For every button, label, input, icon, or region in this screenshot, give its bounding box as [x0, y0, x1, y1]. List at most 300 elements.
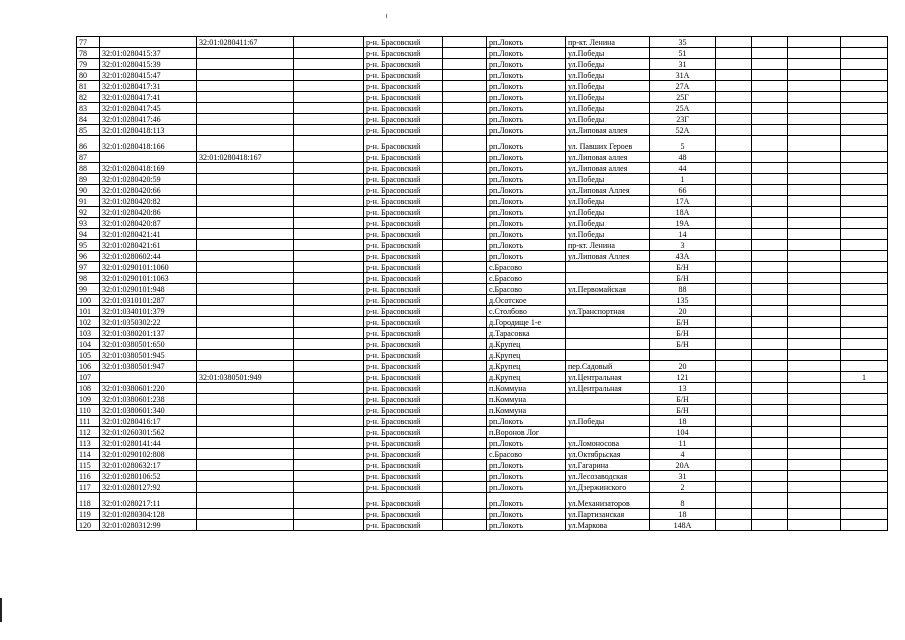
cadastral-number: 32:01:0280420:87	[100, 218, 197, 229]
house-number-cell: 18	[650, 416, 716, 427]
row-number: 118	[77, 493, 100, 509]
empty-cell	[716, 81, 752, 92]
locality-cell: д.Крупец	[487, 361, 566, 372]
parent-cadastral-number	[197, 394, 294, 405]
parent-cadastral-number	[197, 59, 294, 70]
empty-cell	[443, 383, 487, 394]
district-cell: р-н. Брасовский	[364, 185, 443, 196]
empty-cell	[294, 405, 364, 416]
mark-cell: 1	[841, 372, 888, 383]
empty-cell	[752, 262, 788, 273]
street-cell	[566, 328, 650, 339]
empty-cell	[752, 70, 788, 81]
mark-cell	[841, 185, 888, 196]
district-cell: р-н. Брасовский	[364, 460, 443, 471]
empty-cell	[443, 361, 487, 372]
district-cell: р-н. Брасовский	[364, 284, 443, 295]
locality-cell: рп.Локоть	[487, 48, 566, 59]
row-number: 80	[77, 70, 100, 81]
empty-cell	[443, 59, 487, 70]
mark-cell	[841, 125, 888, 136]
district-cell: р-н. Брасовский	[364, 240, 443, 251]
empty-cell	[752, 306, 788, 317]
empty-cell	[752, 427, 788, 438]
cadastral-number: 32:01:0290101:1063	[100, 273, 197, 284]
empty-cell	[443, 136, 487, 152]
parent-cadastral-number	[197, 482, 294, 493]
district-cell: р-н. Брасовский	[364, 383, 443, 394]
cadastral-number: 32:01:0280217:11	[100, 493, 197, 509]
parent-cadastral-number	[197, 218, 294, 229]
row-number: 79	[77, 59, 100, 70]
empty-cell	[716, 383, 752, 394]
mark-cell	[841, 493, 888, 509]
district-cell: р-н. Брасовский	[364, 163, 443, 174]
empty-cell	[752, 103, 788, 114]
house-number-cell: 18	[650, 509, 716, 520]
district-cell: р-н. Брасовский	[364, 482, 443, 493]
cadastral-number: 32:01:0280417:31	[100, 81, 197, 92]
district-cell: р-н. Брасовский	[364, 196, 443, 207]
mark-cell	[841, 460, 888, 471]
locality-cell: рп.Локоть	[487, 174, 566, 185]
parent-cadastral-number	[197, 306, 294, 317]
cadastral-number: 32:01:0280632:17	[100, 460, 197, 471]
empty-cell	[752, 185, 788, 196]
cadastral-number: 32:01:0280418:166	[100, 136, 197, 152]
empty-cell	[752, 295, 788, 306]
locality-cell: с.Брасово	[487, 449, 566, 460]
empty-cell	[294, 70, 364, 81]
house-number-cell: 23Г	[650, 114, 716, 125]
table-row	[77, 251, 888, 262]
district-cell: р-н. Брасовский	[364, 125, 443, 136]
house-number-cell: Б/Н	[650, 328, 716, 339]
mark-cell	[841, 229, 888, 240]
empty-cell	[443, 328, 487, 339]
table-row	[77, 196, 888, 207]
parent-cadastral-number	[197, 317, 294, 328]
district-cell: р-н. Брасовский	[364, 493, 443, 509]
parent-cadastral-number	[197, 240, 294, 251]
cadastral-number: 32:01:0280418:113	[100, 125, 197, 136]
locality-cell: рп.Локоть	[487, 125, 566, 136]
mark-cell	[841, 339, 888, 350]
empty-cell	[294, 152, 364, 163]
parent-cadastral-number	[197, 251, 294, 262]
empty-cell	[294, 361, 364, 372]
empty-cell	[788, 125, 841, 136]
row-number: 98	[77, 273, 100, 284]
mark-cell	[841, 218, 888, 229]
district-cell: р-н. Брасовский	[364, 262, 443, 273]
empty-cell	[294, 383, 364, 394]
empty-cell	[788, 103, 841, 114]
table-row	[77, 361, 888, 372]
empty-cell	[716, 125, 752, 136]
table-row	[77, 405, 888, 416]
parent-cadastral-number	[197, 125, 294, 136]
row-number: 104	[77, 339, 100, 350]
empty-cell	[752, 174, 788, 185]
table-row	[77, 509, 888, 520]
empty-cell	[788, 136, 841, 152]
cadastral-number: 32:01:0380501:650	[100, 339, 197, 350]
table-row	[77, 185, 888, 196]
empty-cell	[752, 405, 788, 416]
empty-cell	[752, 350, 788, 361]
district-cell: р-н. Брасовский	[364, 48, 443, 59]
empty-cell	[788, 520, 841, 531]
row-number: 96	[77, 251, 100, 262]
locality-cell: с.Брасово	[487, 262, 566, 273]
house-number-cell: 14	[650, 229, 716, 240]
mark-cell	[841, 520, 888, 531]
district-cell: р-н. Брасовский	[364, 273, 443, 284]
row-number: 99	[77, 284, 100, 295]
empty-cell	[294, 460, 364, 471]
cadastral-number: 32:01:0280106:52	[100, 471, 197, 482]
locality-cell: д.Городище 1-е	[487, 317, 566, 328]
district-cell: р-н. Брасовский	[364, 509, 443, 520]
mark-cell	[841, 427, 888, 438]
street-cell: ул.Лесозаводская	[566, 471, 650, 482]
parent-cadastral-number	[197, 471, 294, 482]
mark-cell	[841, 317, 888, 328]
empty-cell	[752, 460, 788, 471]
cadastral-number: 32:01:0380601:220	[100, 383, 197, 394]
table-row	[77, 449, 888, 460]
empty-cell	[443, 350, 487, 361]
locality-cell: рп.Локоть	[487, 218, 566, 229]
table-row	[77, 37, 888, 48]
cadastral-number: 32:01:0380501:947	[100, 361, 197, 372]
district-cell: р-н. Брасовский	[364, 427, 443, 438]
empty-cell	[752, 520, 788, 531]
district-cell: р-н. Брасовский	[364, 471, 443, 482]
district-cell: р-н. Брасовский	[364, 449, 443, 460]
empty-cell	[443, 81, 487, 92]
house-number-cell: 2	[650, 482, 716, 493]
empty-cell	[443, 92, 487, 103]
empty-cell	[716, 493, 752, 509]
street-cell: ул.Победы	[566, 81, 650, 92]
table-row	[77, 394, 888, 405]
row-number: 90	[77, 185, 100, 196]
empty-cell	[443, 405, 487, 416]
mark-cell	[841, 416, 888, 427]
empty-cell	[443, 273, 487, 284]
mark-cell	[841, 37, 888, 48]
street-cell: ул.Липовая аллея	[566, 152, 650, 163]
empty-cell	[443, 520, 487, 531]
empty-cell	[294, 163, 364, 174]
house-number-cell: 20	[650, 306, 716, 317]
street-cell: ул.Маркова	[566, 520, 650, 531]
empty-cell	[716, 449, 752, 460]
empty-cell	[788, 196, 841, 207]
table-row	[77, 174, 888, 185]
street-cell: ул.Победы	[566, 174, 650, 185]
empty-cell	[716, 218, 752, 229]
empty-cell	[294, 520, 364, 531]
parent-cadastral-number	[197, 295, 294, 306]
empty-cell	[716, 394, 752, 405]
mark-cell	[841, 251, 888, 262]
empty-cell	[443, 125, 487, 136]
locality-cell: рп.Локоть	[487, 251, 566, 262]
mark-cell	[841, 328, 888, 339]
empty-cell	[716, 185, 752, 196]
house-number-cell	[650, 350, 716, 361]
empty-cell	[716, 427, 752, 438]
empty-cell	[788, 251, 841, 262]
parent-cadastral-number	[197, 350, 294, 361]
empty-cell	[294, 438, 364, 449]
row-number: 93	[77, 218, 100, 229]
parent-cadastral-number	[197, 48, 294, 59]
cadastral-number	[100, 152, 197, 163]
house-number-cell: 3	[650, 240, 716, 251]
empty-cell	[716, 471, 752, 482]
empty-cell	[294, 229, 364, 240]
house-number-cell: 1	[650, 174, 716, 185]
cadastral-number: 32:01:0280420:66	[100, 185, 197, 196]
empty-cell	[443, 449, 487, 460]
house-number-cell: 135	[650, 295, 716, 306]
house-number-cell: 121	[650, 372, 716, 383]
district-cell: р-н. Брасовский	[364, 328, 443, 339]
empty-cell	[752, 361, 788, 372]
empty-cell	[788, 37, 841, 48]
table-row	[77, 218, 888, 229]
row-number: 101	[77, 306, 100, 317]
street-cell	[566, 295, 650, 306]
row-number: 77	[77, 37, 100, 48]
empty-cell	[788, 509, 841, 520]
empty-cell	[294, 427, 364, 438]
street-cell: пр-кт. Ленина	[566, 240, 650, 251]
empty-cell	[752, 471, 788, 482]
table-row	[77, 229, 888, 240]
street-cell: ул.Победы	[566, 103, 650, 114]
district-cell: р-н. Брасовский	[364, 70, 443, 81]
empty-cell	[294, 174, 364, 185]
empty-cell	[752, 273, 788, 284]
cadastral-number: 32:01:0280416:17	[100, 416, 197, 427]
mark-cell	[841, 273, 888, 284]
empty-cell	[443, 262, 487, 273]
empty-cell	[788, 328, 841, 339]
empty-cell	[443, 438, 487, 449]
empty-cell	[443, 207, 487, 218]
district-cell: р-н. Брасовский	[364, 394, 443, 405]
empty-cell	[294, 185, 364, 196]
district-cell: р-н. Брасовский	[364, 372, 443, 383]
locality-cell: рп.Локоть	[487, 103, 566, 114]
page-mark	[386, 14, 387, 18]
street-cell: ул.Победы	[566, 70, 650, 81]
empty-cell	[443, 70, 487, 81]
parent-cadastral-number	[197, 493, 294, 509]
empty-cell	[788, 262, 841, 273]
row-number: 109	[77, 394, 100, 405]
empty-cell	[788, 229, 841, 240]
row-number: 95	[77, 240, 100, 251]
empty-cell	[443, 339, 487, 350]
house-number-cell: 88	[650, 284, 716, 295]
locality-cell: п.Коммуна	[487, 405, 566, 416]
table-row	[77, 350, 888, 361]
row-number: 117	[77, 482, 100, 493]
empty-cell	[443, 493, 487, 509]
empty-cell	[752, 509, 788, 520]
district-cell: р-н. Брасовский	[364, 405, 443, 416]
mark-cell	[841, 48, 888, 59]
parent-cadastral-number	[197, 136, 294, 152]
table-row	[77, 328, 888, 339]
parent-cadastral-number	[197, 229, 294, 240]
locality-cell: рп.Локоть	[487, 92, 566, 103]
table-row	[77, 114, 888, 125]
empty-cell	[716, 438, 752, 449]
empty-cell	[716, 251, 752, 262]
house-number-cell: 31	[650, 59, 716, 70]
empty-cell	[752, 152, 788, 163]
empty-cell	[294, 372, 364, 383]
empty-cell	[716, 92, 752, 103]
house-number-cell: 44	[650, 163, 716, 174]
empty-cell	[752, 251, 788, 262]
parent-cadastral-number	[197, 520, 294, 531]
locality-cell: рп.Локоть	[487, 482, 566, 493]
table-row	[77, 125, 888, 136]
row-number: 92	[77, 207, 100, 218]
street-cell: ул.Липовая Аллея	[566, 185, 650, 196]
empty-cell	[294, 81, 364, 92]
street-cell: ул.Октябрьская	[566, 449, 650, 460]
parent-cadastral-number	[197, 383, 294, 394]
cadastral-number: 32:01:0280420:82	[100, 196, 197, 207]
parent-cadastral-number	[197, 81, 294, 92]
empty-cell	[716, 509, 752, 520]
street-cell	[566, 394, 650, 405]
empty-cell	[752, 416, 788, 427]
house-number-cell: 31А	[650, 70, 716, 81]
empty-cell	[443, 251, 487, 262]
locality-cell: рп.Локоть	[487, 416, 566, 427]
locality-cell: с.Брасово	[487, 273, 566, 284]
cadastral-number: 32:01:0280421:41	[100, 229, 197, 240]
empty-cell	[788, 59, 841, 70]
locality-cell: рп.Локоть	[487, 509, 566, 520]
empty-cell	[788, 372, 841, 383]
table-row	[77, 471, 888, 482]
mark-cell	[841, 136, 888, 152]
table-row	[77, 207, 888, 218]
empty-cell	[443, 306, 487, 317]
empty-cell	[716, 240, 752, 251]
row-number: 86	[77, 136, 100, 152]
empty-cell	[294, 350, 364, 361]
street-cell: ул.Гагарина	[566, 460, 650, 471]
street-cell: ул.Дзержинского	[566, 482, 650, 493]
table-row	[77, 48, 888, 59]
table-row	[77, 427, 888, 438]
empty-cell	[716, 328, 752, 339]
street-cell: ул.Ломоносова	[566, 438, 650, 449]
locality-cell: п.Коммуна	[487, 383, 566, 394]
street-cell: ул.Победы	[566, 207, 650, 218]
empty-cell	[443, 48, 487, 59]
empty-cell	[752, 317, 788, 328]
empty-cell	[716, 114, 752, 125]
empty-cell	[294, 449, 364, 460]
empty-cell	[716, 37, 752, 48]
row-number: 111	[77, 416, 100, 427]
empty-cell	[294, 218, 364, 229]
locality-cell: рп.Локоть	[487, 493, 566, 509]
empty-cell	[752, 163, 788, 174]
parent-cadastral-number	[197, 438, 294, 449]
parent-cadastral-number	[197, 163, 294, 174]
parent-cadastral-number	[197, 92, 294, 103]
empty-cell	[752, 125, 788, 136]
empty-cell	[443, 103, 487, 114]
empty-cell	[752, 240, 788, 251]
locality-cell: рп.Локоть	[487, 81, 566, 92]
table-row	[77, 339, 888, 350]
empty-cell	[443, 174, 487, 185]
empty-cell	[443, 163, 487, 174]
table-row	[77, 70, 888, 81]
cadastral-number: 32:01:0380601:238	[100, 394, 197, 405]
empty-cell	[716, 306, 752, 317]
parent-cadastral-number: 32:01:0280411:67	[197, 37, 294, 48]
row-number: 107	[77, 372, 100, 383]
house-number-cell: 43А	[650, 251, 716, 262]
empty-cell	[443, 460, 487, 471]
mark-cell	[841, 350, 888, 361]
district-cell: р-н. Брасовский	[364, 317, 443, 328]
empty-cell	[294, 207, 364, 218]
empty-cell	[294, 394, 364, 405]
street-cell: ул.Победы	[566, 218, 650, 229]
district-cell: р-н. Брасовский	[364, 416, 443, 427]
empty-cell	[716, 482, 752, 493]
empty-cell	[788, 81, 841, 92]
empty-cell	[788, 405, 841, 416]
house-number-cell: 148А	[650, 520, 716, 531]
empty-cell	[294, 136, 364, 152]
empty-cell	[752, 81, 788, 92]
locality-cell: д.Крупец	[487, 339, 566, 350]
table-row	[77, 306, 888, 317]
district-cell: р-н. Брасовский	[364, 114, 443, 125]
registry-body	[77, 37, 888, 531]
street-cell: пер.Садовый	[566, 361, 650, 372]
cadastral-number: 32:01:0380201:137	[100, 328, 197, 339]
locality-cell: рп.Локоть	[487, 152, 566, 163]
table-row	[77, 262, 888, 273]
district-cell: р-н. Брасовский	[364, 92, 443, 103]
street-cell	[566, 339, 650, 350]
house-number-cell: Б/Н	[650, 339, 716, 350]
mark-cell	[841, 306, 888, 317]
empty-cell	[294, 103, 364, 114]
house-number-cell: 35	[650, 37, 716, 48]
mark-cell	[841, 405, 888, 416]
